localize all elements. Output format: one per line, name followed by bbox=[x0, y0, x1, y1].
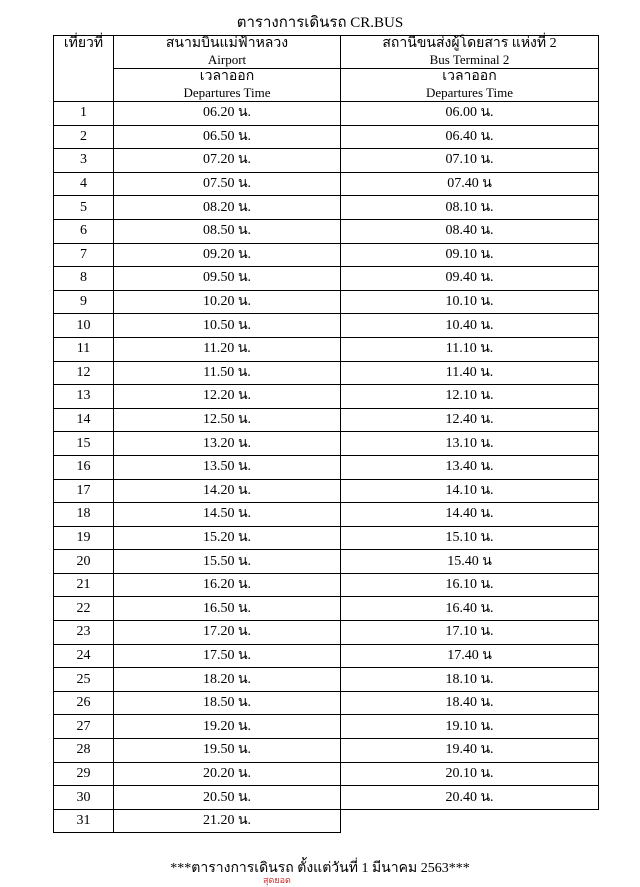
subheader-row bbox=[54, 69, 599, 102]
header-row bbox=[54, 36, 599, 69]
terminal-time-cell: 10.40 น. bbox=[341, 314, 599, 338]
table-row bbox=[54, 243, 599, 267]
terminal-time-cell: 08.10 น. bbox=[341, 196, 599, 220]
table-row bbox=[54, 455, 599, 479]
terminal-time-cell: 12.10 น. bbox=[341, 385, 599, 409]
terminal-time-cell: 15.10 น. bbox=[341, 526, 599, 550]
airport-dep-en: Departures Time bbox=[183, 85, 271, 100]
terminal-time-cell: 17.40 น bbox=[341, 644, 599, 668]
table-row bbox=[54, 644, 599, 668]
table-row bbox=[54, 196, 599, 220]
trip-number-cell: 26 bbox=[54, 691, 114, 715]
terminal-departures-header bbox=[341, 69, 599, 102]
airport-header-th: สนามบินแม่ฟ้าหลวง bbox=[165, 36, 289, 51]
trip-number-cell: 3 bbox=[54, 149, 114, 173]
trip-number-cell: 13 bbox=[54, 385, 114, 409]
trip-number-cell: 20 bbox=[54, 550, 114, 574]
trip-header: เที่ยวที่ bbox=[54, 36, 114, 102]
terminal-time-cell: 10.10 น. bbox=[341, 290, 599, 314]
table-row bbox=[54, 432, 599, 456]
airport-time-cell: 17.50 น. bbox=[114, 644, 341, 668]
terminal-time-cell: 20.10 น. bbox=[341, 762, 599, 786]
table-row bbox=[54, 172, 599, 196]
table-row bbox=[54, 479, 599, 503]
airport-time-cell: 12.20 น. bbox=[114, 385, 341, 409]
table-row bbox=[54, 337, 599, 361]
terminal-time-cell: 08.40 น. bbox=[341, 219, 599, 243]
table-row bbox=[54, 762, 599, 786]
table-row bbox=[54, 219, 599, 243]
trip-number-cell: 14 bbox=[54, 408, 114, 432]
airport-time-cell: 10.50 น. bbox=[114, 314, 341, 338]
table-row bbox=[54, 267, 599, 291]
page-title: ตารางการเดินรถ CR.BUS bbox=[236, 15, 404, 31]
terminal-time-cell: 16.40 น. bbox=[341, 597, 599, 621]
trip-number-cell: 15 bbox=[54, 432, 114, 456]
terminal-time-cell: 19.10 น. bbox=[341, 715, 599, 739]
table-row bbox=[54, 597, 599, 621]
terminal-time-cell: 18.40 น. bbox=[341, 691, 599, 715]
airport-time-cell: 08.20 น. bbox=[114, 196, 341, 220]
airport-time-cell: 13.20 น. bbox=[114, 432, 341, 456]
airport-time-cell: 15.50 น. bbox=[114, 550, 341, 574]
airport-time-cell: 09.50 น. bbox=[114, 267, 341, 291]
airport-departures-header bbox=[114, 69, 341, 102]
trip-number-cell: 12 bbox=[54, 361, 114, 385]
airport-time-cell: 16.20 น. bbox=[114, 573, 341, 597]
terminal-time-cell: 15.40 น bbox=[341, 550, 599, 574]
table-row bbox=[54, 691, 599, 715]
airport-time-cell: 19.50 น. bbox=[114, 739, 341, 763]
airport-time-cell: 13.50 น. bbox=[114, 455, 341, 479]
terminal-time-cell: 09.40 น. bbox=[341, 267, 599, 291]
terminal-time-cell: 07.40 น bbox=[341, 172, 599, 196]
table-row bbox=[54, 573, 599, 597]
trip-number-cell: 1 bbox=[54, 102, 114, 126]
airport-time-cell: 16.50 น. bbox=[114, 597, 341, 621]
terminal-time-cell: 13.40 น. bbox=[341, 455, 599, 479]
table-row bbox=[54, 621, 599, 645]
terminal-time-cell: 07.10 น. bbox=[341, 149, 599, 173]
trip-number-cell: 10 bbox=[54, 314, 114, 338]
trip-number-cell: 23 bbox=[54, 621, 114, 645]
airport-time-cell: 18.20 น. bbox=[114, 668, 341, 692]
table-row bbox=[54, 786, 599, 810]
table-row bbox=[54, 550, 599, 574]
trip-number-cell: 5 bbox=[54, 196, 114, 220]
trip-number-cell: 21 bbox=[54, 573, 114, 597]
airport-time-cell: 08.50 น. bbox=[114, 219, 341, 243]
terminal-time-cell: 16.10 น. bbox=[341, 573, 599, 597]
terminal-time-cell: 20.40 น. bbox=[341, 786, 599, 810]
airport-time-cell: 14.50 น. bbox=[114, 503, 341, 527]
trip-number-cell: 17 bbox=[54, 479, 114, 503]
trip-number-cell: 16 bbox=[54, 455, 114, 479]
table-row bbox=[54, 125, 599, 149]
trip-number-cell: 27 bbox=[54, 715, 114, 739]
airport-time-cell: 07.50 น. bbox=[114, 172, 341, 196]
trip-number-cell: 22 bbox=[54, 597, 114, 621]
terminal-time-cell: 06.40 น. bbox=[341, 125, 599, 149]
stamp-mark: สุดยอด bbox=[263, 876, 291, 886]
airport-time-cell: 06.20 น. bbox=[114, 102, 341, 126]
trip-number-cell: 2 bbox=[54, 125, 114, 149]
terminal-time-cell: 11.10 น. bbox=[341, 337, 599, 361]
table-row bbox=[54, 809, 599, 833]
airport-time-cell: 11.50 น. bbox=[114, 361, 341, 385]
airport-time-cell: 09.20 น. bbox=[114, 243, 341, 267]
terminal-time-cell: 17.10 น. bbox=[341, 621, 599, 645]
airport-header bbox=[114, 36, 341, 69]
table-row bbox=[54, 739, 599, 763]
table-row bbox=[54, 102, 599, 126]
table-row bbox=[54, 503, 599, 527]
airport-time-cell: 06.50 น. bbox=[114, 125, 341, 149]
trip-number-cell: 30 bbox=[54, 786, 114, 810]
trip-number-cell: 11 bbox=[54, 337, 114, 361]
terminal-header-th: สถานีขนส่งผู้โดยสาร แห่งที่ 2 bbox=[382, 36, 557, 51]
table-row bbox=[54, 149, 599, 173]
terminal-time-cell: 14.40 น. bbox=[341, 503, 599, 527]
airport-header-en: Airport bbox=[207, 52, 247, 67]
airport-time-cell: 18.50 น. bbox=[114, 691, 341, 715]
terminal-dep-en: Departures Time bbox=[425, 85, 514, 100]
trip-number-cell: 7 bbox=[54, 243, 114, 267]
footer-note: ***ตารางการเดินรถ ตั้งแต่วันที่ 1 มีนาคม 2563*** bbox=[170, 861, 470, 876]
airport-dep-th: เวลาออก bbox=[199, 69, 255, 84]
terminal-time-cell: 11.40 น. bbox=[341, 361, 599, 385]
airport-time-cell: 19.20 น. bbox=[114, 715, 341, 739]
airport-time-cell: 17.20 น. bbox=[114, 621, 341, 645]
terminal-dep-th: เวลาออก bbox=[442, 69, 497, 84]
airport-time-cell: 20.20 น. bbox=[114, 762, 341, 786]
terminal-time-cell: 19.40 น. bbox=[341, 739, 599, 763]
airport-time-cell: 12.50 น. bbox=[114, 408, 341, 432]
trip-number-cell: 28 bbox=[54, 739, 114, 763]
table-row bbox=[54, 526, 599, 550]
trip-number-cell: 25 bbox=[54, 668, 114, 692]
table-row bbox=[54, 715, 599, 739]
trip-number-cell: 8 bbox=[54, 267, 114, 291]
table-row bbox=[54, 385, 599, 409]
airport-time-cell: 11.20 น. bbox=[114, 337, 341, 361]
airport-time-cell: 10.20 น. bbox=[114, 290, 341, 314]
trip-number-cell: 29 bbox=[54, 762, 114, 786]
table-row bbox=[54, 668, 599, 692]
table-row bbox=[54, 290, 599, 314]
terminal-time-cell: 06.00 น. bbox=[341, 102, 599, 126]
trip-number-cell: 24 bbox=[54, 644, 114, 668]
terminal-time-cell: 14.10 น. bbox=[341, 479, 599, 503]
trip-number-cell: 31 bbox=[54, 809, 114, 833]
trip-number-cell: 9 bbox=[54, 290, 114, 314]
airport-time-cell: 15.20 น. bbox=[114, 526, 341, 550]
terminal-time-cell: 12.40 น. bbox=[341, 408, 599, 432]
trip-number-cell: 4 bbox=[54, 172, 114, 196]
terminal-header bbox=[341, 36, 599, 69]
trip-number-cell: 6 bbox=[54, 219, 114, 243]
airport-time-cell: 07.20 น. bbox=[114, 149, 341, 173]
trip-number-cell: 19 bbox=[54, 526, 114, 550]
table-row bbox=[54, 408, 599, 432]
terminal-header-en: Bus Terminal 2 bbox=[429, 52, 510, 67]
trip-number-cell: 18 bbox=[54, 503, 114, 527]
table-row bbox=[54, 314, 599, 338]
terminal-time-cell bbox=[341, 809, 599, 833]
airport-time-cell: 21.20 น. bbox=[114, 809, 341, 833]
table-row bbox=[54, 361, 599, 385]
airport-time-cell: 14.20 น. bbox=[114, 479, 341, 503]
terminal-time-cell: 09.10 น. bbox=[341, 243, 599, 267]
terminal-time-cell: 13.10 น. bbox=[341, 432, 599, 456]
schedule-table bbox=[53, 35, 599, 833]
terminal-time-cell: 18.10 น. bbox=[341, 668, 599, 692]
airport-time-cell: 20.50 น. bbox=[114, 786, 341, 810]
